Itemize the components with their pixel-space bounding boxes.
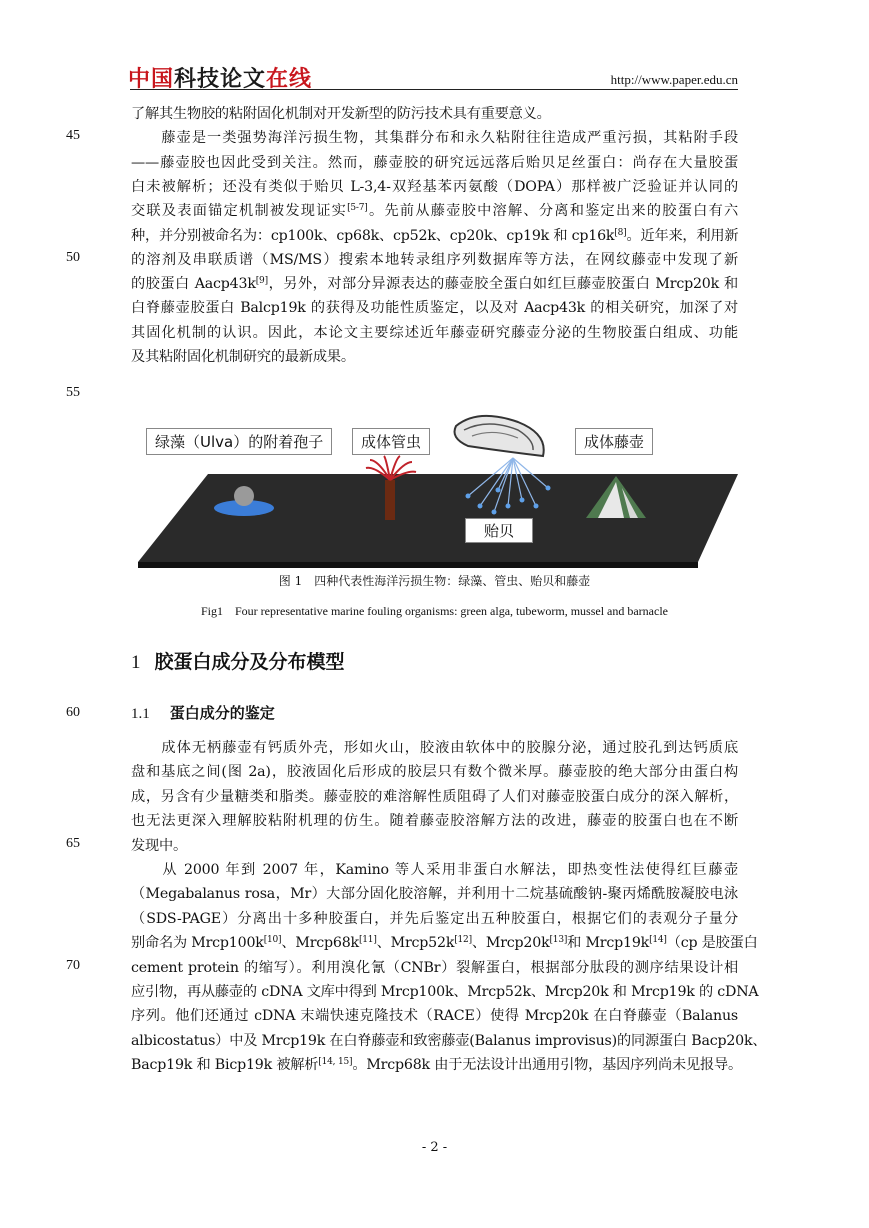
tubeworm-tube	[385, 480, 395, 520]
alga-spore-icon	[234, 486, 254, 506]
text-line: Bacp19k 和 Bicp19k 被解析[14, 15]。Mrcp68k 由于无法设计出通用引物，基因序列尚未见报导。	[131, 1057, 742, 1074]
label-mussel: 贻贝	[465, 518, 533, 543]
text-line: 的溶剂及串联质谱（MS/MS）搜索本地转录组序列数据库等方法，在网纹藤壶中发现了新	[131, 251, 738, 268]
substrate-board	[138, 474, 738, 562]
text-line: 白脊藤壶胶蛋白 Balcp19k 的获得及功能性质鉴定，以及对 Aacp43k 的相关研究，加深了对	[131, 300, 738, 317]
mussel-icon	[455, 416, 544, 456]
subsection-number: 1.1	[131, 706, 150, 722]
text-line: （SDS-PAGE）分离出十多种胶蛋白，并先后鉴定出五种胶蛋白，根据它们的表观分子量分	[131, 910, 738, 927]
line-number: 50	[66, 249, 80, 265]
page-number: - 2 -	[421, 1140, 448, 1155]
text-line: 种，并分别被命名为：cp100k、cp68k、cp52k、cp20k、cp19k 和 cp16k[8]。近年来，利用新	[131, 227, 739, 244]
section-title: 胶蛋白成分及分布模型	[154, 651, 345, 673]
line-number: 65	[66, 835, 80, 851]
section-number: 1	[131, 652, 141, 673]
text-line: 应引物，再从藤壶的 cDNA 文库中得到 Mrcp100k、Mrcp52k、Mrcp20k 和 Mrcp19k 的 cDNA	[131, 984, 759, 1000]
logo-part-black: 科技论文	[174, 67, 267, 92]
text-line: 发现中。	[131, 837, 187, 854]
label-green-alga: 绿藻（Ulva）的附着孢子	[146, 428, 332, 455]
header-rule	[130, 89, 738, 90]
text-line: 从 2000 年到 2007 年，Kamino 等人采用非蛋白水解法，即热变性法使得红巨藤壶	[131, 862, 738, 878]
subsection-title: 蛋白成分的鉴定	[169, 704, 275, 722]
text-line: 藤壶是一类强势海洋污损生物，其集群分布和永久粘附往往造成严重污损，其粘附手段	[131, 130, 738, 147]
label-barnacle: 成体藤壶	[575, 428, 653, 455]
text-line: 盘和基底之间(图 2a)，胶液固化后形成的胶层只有数个微米厚。藤壶胶的绝大部分由蛋白构	[131, 764, 738, 781]
text-line: albicostatus）中及 Mrcp19k 在白脊藤壶和致密藤壶(Balanus improvisus)的同源蛋白 Bacp20k、	[131, 1032, 767, 1049]
figure-caption-cn: 图 1 四种代表性海洋污损生物：绿藻、管虫、贻贝和藤壶	[278, 574, 591, 588]
text-line: 了解其生物胶的粘附固化机制对开发新型的防污技术具有重要意义。	[131, 106, 551, 122]
text-line: ——藤壶胶也因此受到关注。然而，藤壶胶的研究远远落后贻贝足丝蛋白：尚存在大量胶蛋	[131, 154, 738, 171]
header-url[interactable]: http://www.paper.edu.cn	[610, 72, 738, 87]
label-tubeworm: 成体管虫	[352, 428, 430, 455]
text-line: 成，另含有少量糖类和脂类。藤壶胶的难溶解性质阻碍了人们对藤壶胶蛋白成分的深入解析，	[131, 788, 738, 805]
text-line: 也无法更深入理解胶粘附机理的仿生。随着藤壶胶溶解方法的改进，藤壶的胶蛋白也在不断	[131, 813, 738, 830]
text-line: 序列。他们还通过 cDNA 末端快速克隆技术（RACE）使得 Mrcp20k 在白脊藤壶（Balanus	[131, 1008, 738, 1025]
line-number: 55	[66, 385, 80, 400]
substrate-edge	[138, 562, 698, 568]
text-line: 的胶蛋白 Aacp43k[9]，另外，对部分异源表达的藤壶胶全蛋白如红巨藤壶胶蛋白 Mrcp20k 和	[131, 276, 738, 293]
text-line: 白未被解析；还没有类似于贻贝 L-3,4-双羟基苯丙氨酸（DOPA）那样被广泛验证并认同的	[131, 178, 738, 195]
figure-1	[138, 408, 738, 572]
line-number: 70	[66, 957, 80, 973]
logo-part-red-2: 在线	[266, 67, 313, 92]
text-line: 交联及表面锚定机制被发现证实[5-7]。先前从藤壶胶中溶解、分离和鉴定出来的胶蛋白有六	[131, 203, 739, 220]
section-heading-1-1	[131, 702, 275, 723]
text-line: cement protein 的缩写）。利用溴化氰（CNBr）裂解蛋白，根据部分肽段的测序结果设计相	[131, 959, 738, 976]
text-line: （Megabalanus rosa，Mr）大部分固化胶溶解，并利用十二烷基硫酸钠-聚丙烯酰胺凝胶电泳	[131, 886, 738, 903]
section-heading-1	[131, 647, 345, 674]
logo-part-red: 中国	[128, 67, 175, 92]
line-number: 45	[66, 128, 80, 144]
text-line: 及其粘附固化机制研究的最新成果。	[131, 349, 355, 365]
text-line: 成体无柄藤壶有钙质外壳，形如火山，胶液由软体中的胶腺分泌，通过胶孔到达钙质底	[131, 740, 738, 756]
figure-caption-en: Fig1 Four representative marine fouling organisms: green alga, tubeworm, mussel and barnacle	[201, 604, 668, 618]
text-line: 其固化机制的认识。因此，本论文主要综述近年藤壶研究藤壶分泌的生物胶蛋白组成、功能	[131, 324, 738, 341]
text-line: 别命名为 Mrcp100k[10]、Mrcp68k[11]、Mrcp52k[12]、Mrcp20k[13]和 Mrcp19k[14]（cp 是胶蛋白	[131, 935, 758, 952]
line-number: 60	[66, 705, 80, 720]
